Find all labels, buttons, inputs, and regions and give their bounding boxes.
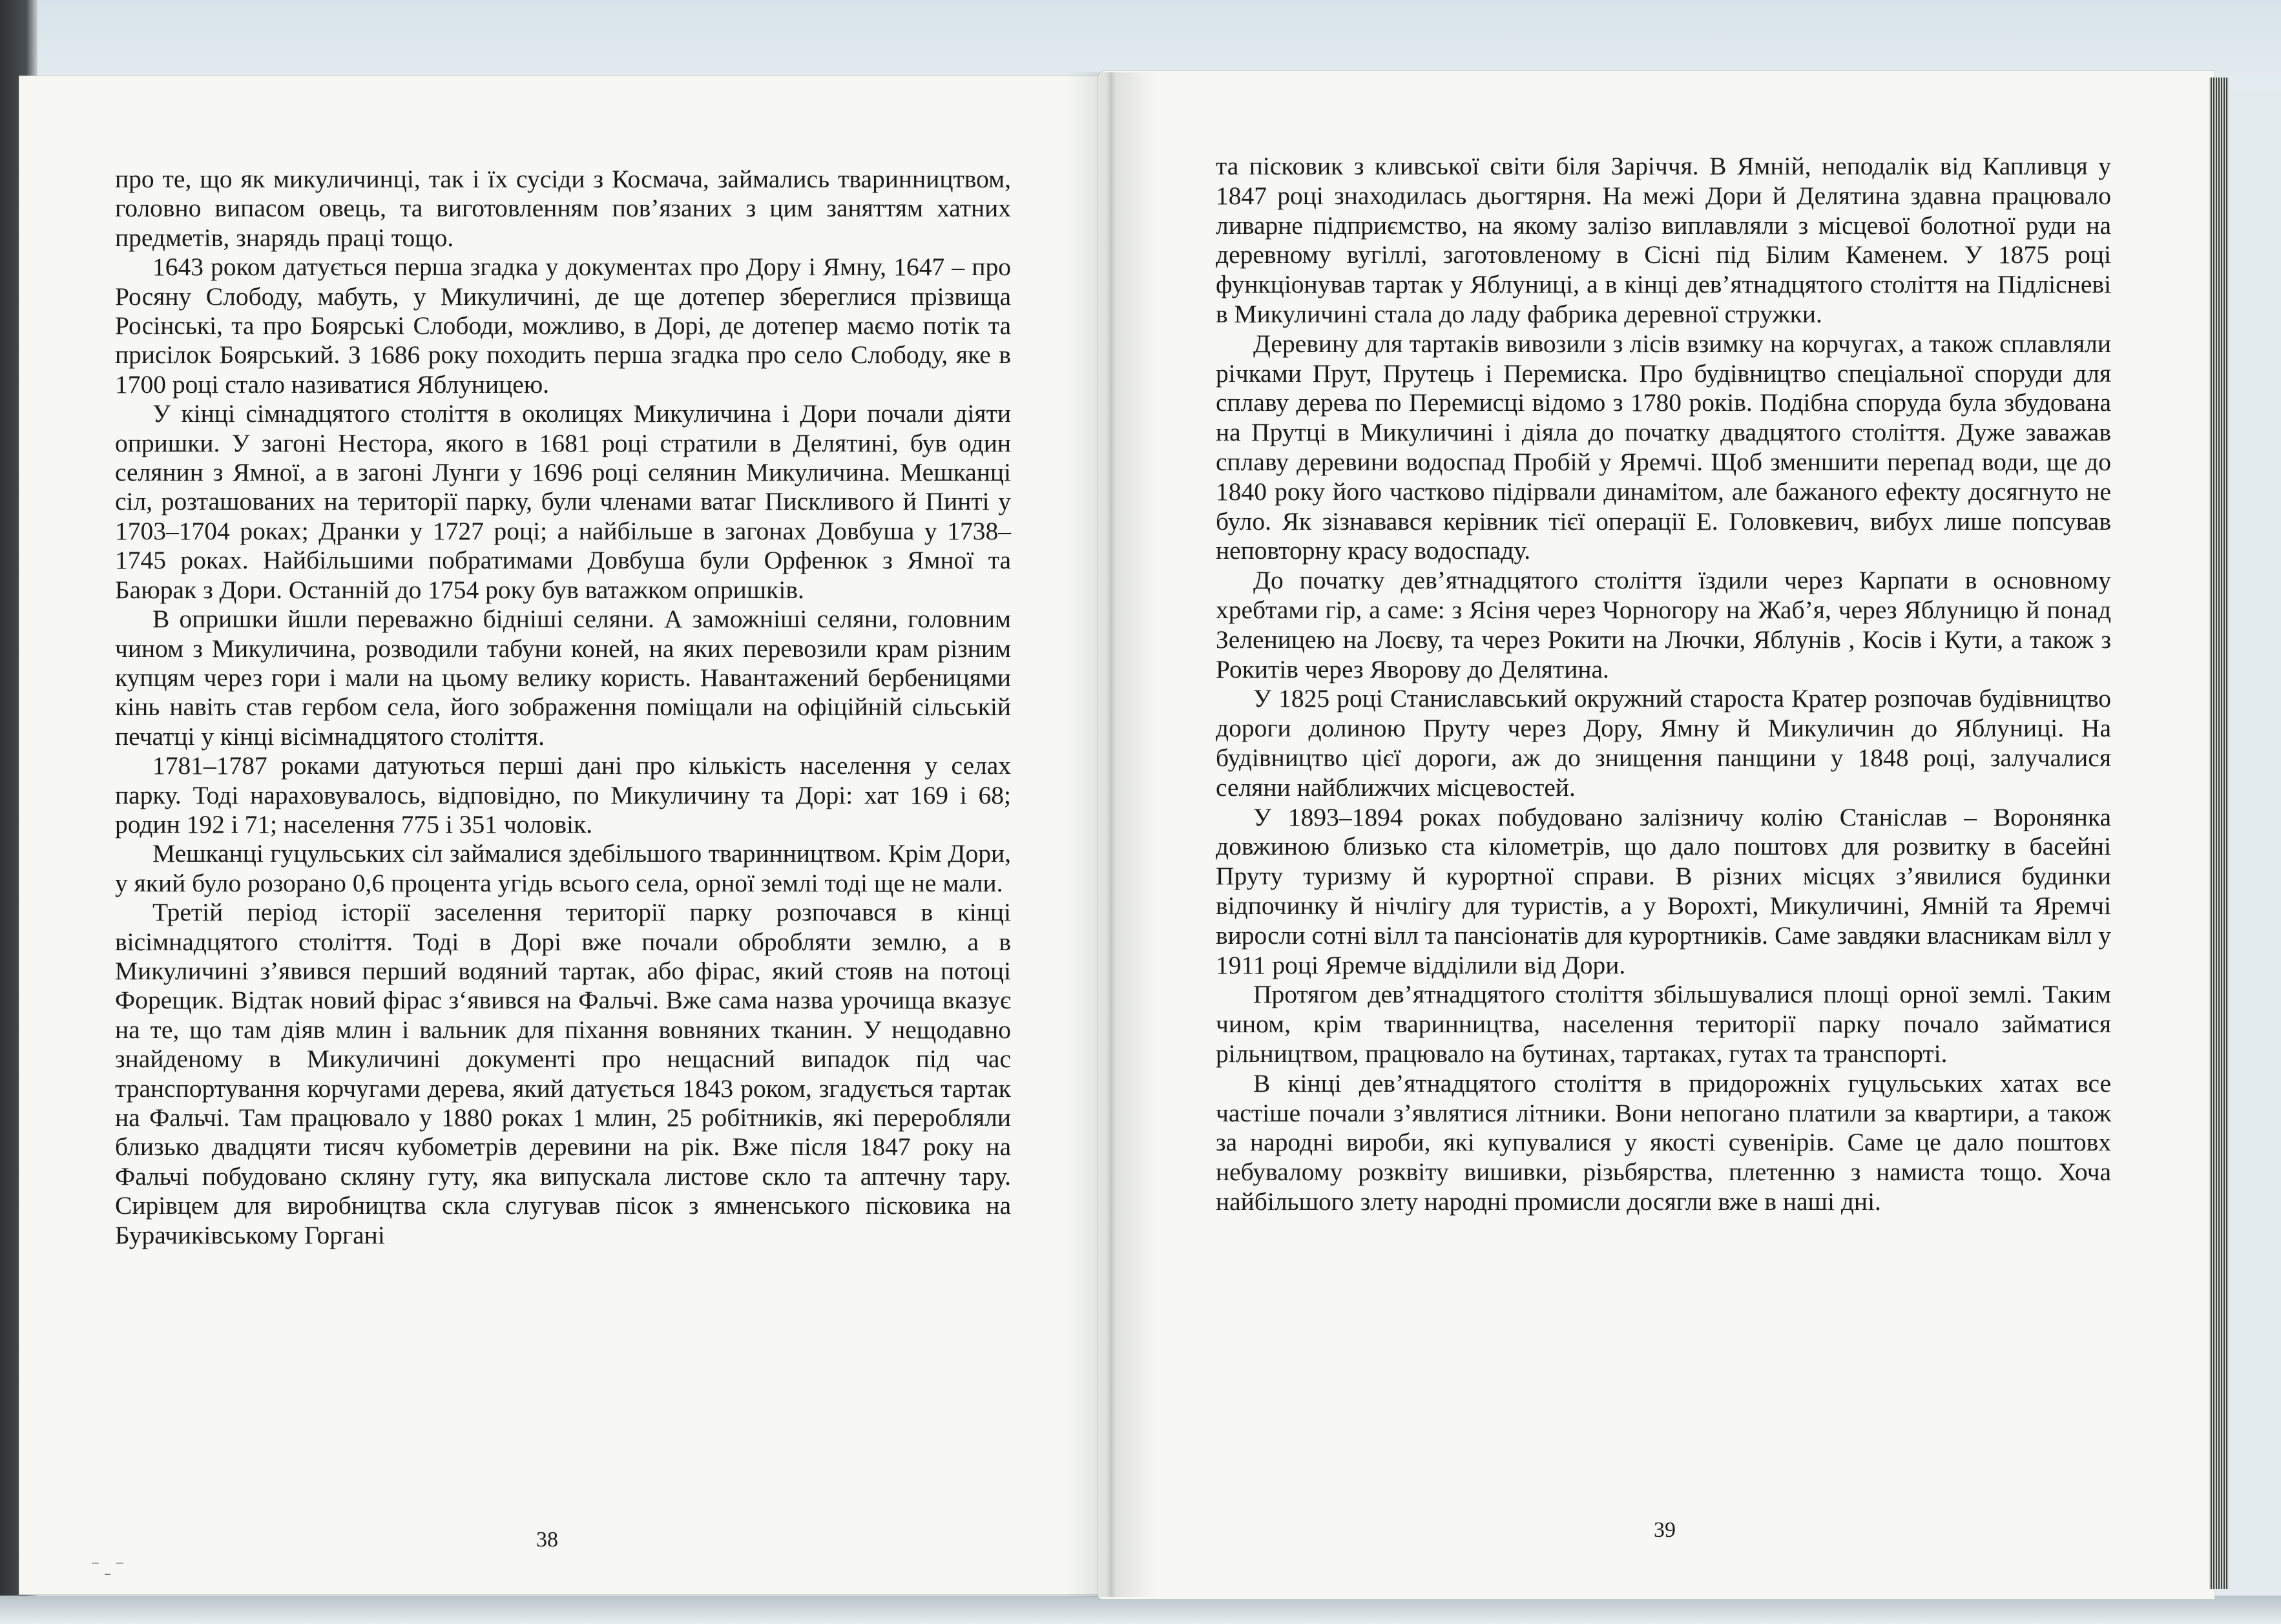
paragraph: Третій період історії заселення території парку розпочався в кінці вісімнадцятого століття. Тоді в Дорі вже почали обробляти землю, а в Микуличині з’явився перший водяний тартак, або фірас, який стояв на потоці Форещик. Відтак новий фірас з‘явився на Фальчі. Вже сама назва урочища вказує на те, що там діяв млин і вальник для піхання вовняних тканин. У нещодавно знайденому в Микуличині документі про нещасний випадок під час транспортування корчугами дерева, який датується 1843 роком, згадується тартак на Фальчі. Там працювало у 1880 роках 1 млин, 25 робітників, які переробляли близько двадцяти тисяч кубометрів деревини на рік. Вже після 1847 року на Фальчі побудовано скляну гуту, яка випускала листове скло та аптечну тару. Сирівцем для виробництва скла слугував пісок з ямненського пісковика на Бурачиківському Горгані [115,898,1011,1249]
right-page-text [1216,152,2111,1217]
paragraph: В опришки йшли переважно бідніші селяни. А заможніші селяни, головним чином з Микуличина, розводили табуни коней, на яких перевозили крам різним купцям через гори і мали на цьому велику користь. Навантажений бербеницями кінь навіть став гербом села, його зображення поміщали на офіційній сільській печатці у кінці вісімнадцятого століття. [115,605,1011,751]
paragraph: Мешканці гуцульських сіл займалися здебільшого тваринництвом. Крім Дори, у який було розорано 0,6 процента угідь всього села, орної землі тоді ще не мали. [115,839,1011,897]
paragraph: та пісковик з кливської світи біля Заріччя. В Ямній, неподалік від Капливця у 1847 році знаходилась дьогтярня. На межі Дори й Делятина здавна працювало ливарне підприємство, на якому залізо виплавляли з місцевої болотної руди на деревному вугіллі, заготовленому в Сісні під Білим Каменем. У 1875 році функціонував тартак у Яблуниці, а в кінці дев’ятнадцятого століття на Підлісневі в Микуличині стала до ладу фабрика деревної стружки. [1216,152,2111,328]
paragraph: У кінці сімнадцятого століття в околицях Микуличина і Дори почали діяти опришки. У загоні Нестора, якого в 1681 році стратили в Делятині, був один селянин з Ямної, а в загоні Лунги у 1696 році селянин Микуличина. Мешканці сіл, розташованих на території парку, були членами ватаг Пискливого й Пинті у 1703–1704 роках; Дранки у 1727 році; а найбільше в загонах Довбуша у 1738–1745 роках. Найбільшими побратимами Довбуша були Орфенюк з Ямної та Баюрак з Дори. Останній до 1754 року був ватажком опришків. [115,399,1011,604]
paragraph: В кінці дев’ятнадцятого століття в придорожніх гуцульських хатах все частіше почали з’являтися літники. Вони непогано платили за квартири, а також за народні вироби, які купувалися у якості сувенірів. Саме це дало поштовх небувалому розквіту вишивки, різьбярства, плетенню з намиста тощо. Хоча найбільшого злету народні промисли досягли вже в наші дні. [1216,1068,2111,1216]
page-stack-edges [2209,78,2229,1589]
paragraph: 1643 роком датується перша згадка у документах про Дору і Ямну, 1647 – про Росяну Слободу, мабуть, у Микуличині, де ще дотепер збереглися прізвища Росінські, та про Боярські Слободи, можливо, в Дорі, де дотепер маємо потік та присілок Боярський. З 1686 року походить перша згадка про село Слободу, яке в 1700 році стало називатися Яблуницею. [115,253,1011,399]
paragraph: 1781–1787 роками датуються перші дані про кількість населення у селах парку. Тоді нараховувалось, відповідно, по Микуличину та Дорі: хат 169 і 68; родин 192 і 71; населення 775 і 351 чоловік. [115,751,1011,838]
paragraph: Деревину для тартаків вивозили з лісів взимку на корчугах, а також сплавляли річками Прут, Прутець і Перемиска. Про будівництво спеціальної споруди для сплаву дерева по Перемисці відомо з 1780 років. Подібна споруда була збудована на Прутці в Микуличині і діяла до початку двадцятого століття. Дуже заважав сплаву деревини водоспад Пробій у Яремчі. Щоб зменшити перепад води, ще до 1840 року його частково підірвали динамітом, але бажаного ефекту досягнуто не було. Як зізнавався керівник тієї операції Е. Головкевич, вибух лише попсував неповторну красу водоспаду. [1216,329,2111,565]
scan-bottom-edge [0,1596,2281,1624]
paragraph: У 1825 році Станиславський окружний староста Кратер розпочав будівництво дороги долиною Пруту через Дору, Ямну й Микуличин до Яблуниці. На будівництво цієї дороги, аж до знищення панщини у 1848 році, залучалися селяни найближчих місцевостей. [1216,684,2111,802]
paragraph: про те, що як микуличинці, так і їх сусіди з Космача, займались тваринництвом, головно випасом овець, та виготовленням пов’язаних з цим заняттям хатних предметів, знарядь праці тощо. [115,165,1011,252]
page-number-left: 38 [536,1528,558,1552]
paragraph: У 1893–1894 роках побудовано залізничу колію Станіслав – Воронянка довжиною близько ста кілометрів, що дало поштовх для розвитку в басейні Пруту туризму й курортної справи. В різних місцях з’явилися будинки відпочинку й нічлігу для туристів, а у Ворохті, Микуличині, Ямній та Яремчі виросли сотні вілл та пансіонатів для курортників. Саме завдяки власникам вілл у 1911 році Яремче відділили від Дори. [1216,802,2111,979]
scan-smudge-mark: ⁻ ˍ ⁻ [90,1557,125,1577]
left-page-text [115,165,1011,1250]
paragraph: Протягом дев’ятнадцятого століття збільшувалися площі орної землі. Таким чином, крім тваринництва, населення території парку почало займатися рільництвом, працювало на бутинах, тартаках, гутах та транспорті. [1216,980,2111,1068]
paragraph: До початку дев’ятнадцятого століття їздили через Карпати в основному хребтами гір, а саме: з Ясіня через Чорногору на Жаб’я, через Яблуницю й понад Зеленицею на Лоєву, та через Рокити на Лючки, Яблунів , Косів і Кути, а також з Рокитів через Яворову до Делятина. [1216,566,2111,683]
page-number-right: 39 [1654,1518,1676,1542]
